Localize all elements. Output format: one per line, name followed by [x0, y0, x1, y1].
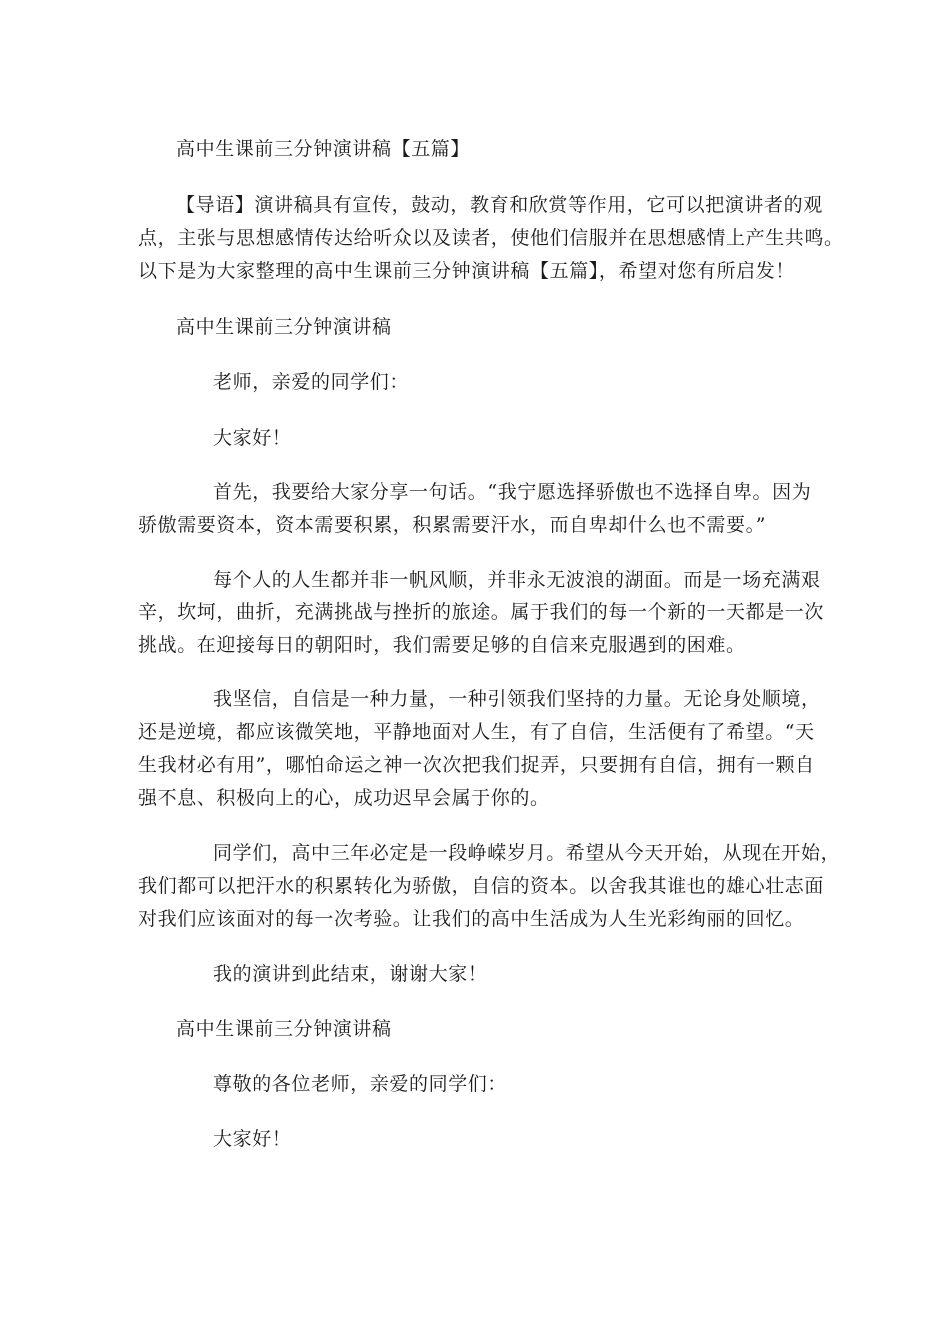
intro-line-1: 【导语】演讲稿具有宣传，鼓动，教育和欣赏等作用，它可以把演讲者的观 [176, 194, 823, 216]
document-title: 高中生课前三分钟演讲稿【五篇】 [176, 138, 471, 160]
speech1-p3-line-2: 还是逆境，都应该微笑地，平静地面对人生，有了自信，生活便有了希望。“天 [138, 721, 815, 743]
speech1-p2-line-3: 挑战。在迎接每日的朝阳时，我们需要足够的自信来克服遇到的困难。 [138, 634, 746, 656]
speech1-salutation: 老师，亲爱的同学们： [213, 371, 410, 393]
speech1-p1-line-2: 骄傲需要资本，资本需要积累，积累需要汗水，而自卑却什么也不需要。” [138, 514, 767, 536]
speech1-closing: 我的演讲到此结束，谢谢大家！ [213, 963, 488, 985]
speech1-p3-line-4: 强不息、积极向上的心，成功迟早会属于你的。 [138, 787, 550, 809]
intro-line-3: 以下是为大家整理的高中生课前三分钟演讲稿【五篇】，希望对您有所启发！ [138, 260, 795, 282]
speech2-salutation: 尊敬的各位老师，亲爱的同学们： [213, 1073, 508, 1095]
speech1-p4-line-3: 对我们应该面对的每一次考验。让我们的高中生活成为人生光彩绚丽的回忆。 [138, 908, 805, 930]
speech1-p2-line-1: 每个人的人生都并非一帆风顺，并非永无波浪的湖面。而是一场充满艰 [213, 569, 821, 591]
speech1-p2-line-2: 辛，坎坷，曲折，充满挑战与挫折的旅途。属于我们的每一个新的一天都是一次 [138, 601, 825, 623]
speech1-p3-line-1: 我坚信，自信是一种力量，一种引领我们坚持的力量。无论身处顺境， [213, 688, 821, 710]
speech1-p1-line-1: 首先，我要给大家分享一句话。“我宁愿选择骄傲也不选择自卑。因为 [213, 481, 812, 503]
speech1-heading: 高中生课前三分钟演讲稿 [176, 316, 392, 338]
speech2-heading: 高中生课前三分钟演讲稿 [176, 1018, 392, 1040]
speech2-greeting: 大家好！ [213, 1128, 292, 1150]
intro-line-2: 点，主张与思想感情传达给听众以及读者，使他们信服并在思想感情上产生共鸣。 [138, 227, 844, 249]
speech1-greeting: 大家好！ [213, 427, 292, 449]
speech1-p3-line-3: 生我材必有用”，哪怕命运之神一次次把我们捉弄，只要拥有自信，拥有一颗自 [138, 754, 815, 776]
speech1-p4-line-2: 我们都可以把汗水的积累转化为骄傲，自信的资本。以舍我其谁也的雄心壮志面 [138, 875, 825, 897]
speech1-p4-line-1: 同学们，高中三年必定是一段峥嵘岁月。希望从今天开始，从现在开始， [213, 842, 841, 864]
